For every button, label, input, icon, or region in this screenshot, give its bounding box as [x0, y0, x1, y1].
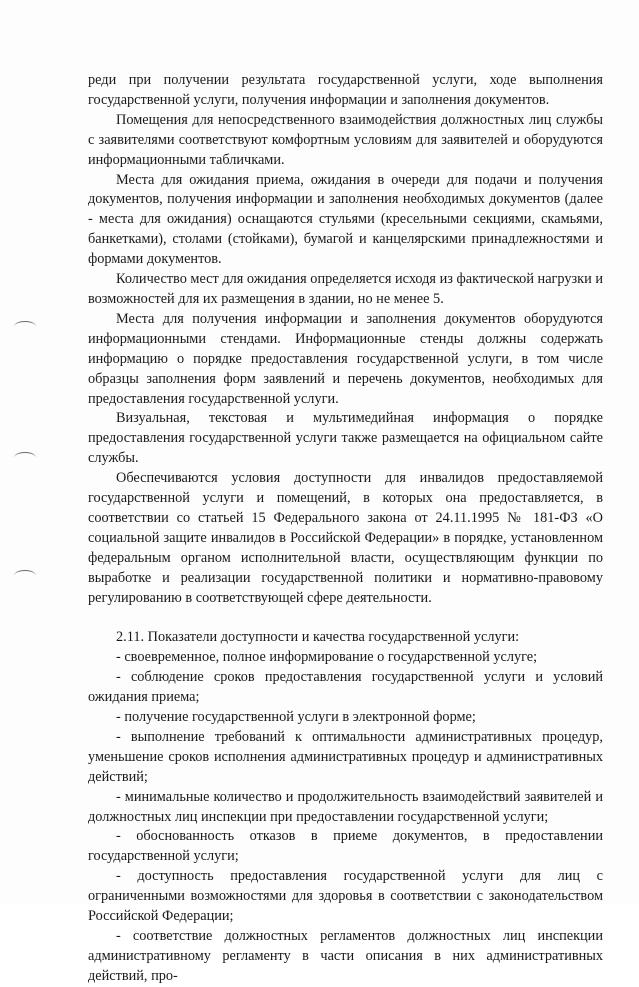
- list-item: - минимальные количество и продолжительность взаимодействий заявителей и должностных лиц инспекции при предоставлении государственной услуги;: [88, 788, 603, 825]
- document-body: [88, 71, 603, 987]
- paragraph: Места для ожидания приема, ожидания в очереди для подачи и получения документов, получения информации и заполнения необходимых документов (далее - места для ожидания) оснащаются стульями (кресельными секциями, скамьями, банкетками), столами (стойками), бумагой и канцелярскими принадлежностями и формами документов.: [88, 171, 603, 268]
- list-item: - выполнение требований к оптимальности административных процедур, уменьшение сроков исполнения административных процедур и административных действий;: [88, 728, 603, 785]
- paragraph: Помещения для непосредственного взаимодействия должностных лиц службы с заявителями соответствуют комфортным условиям для заявителей и оборудуются информационными табличками.: [88, 111, 603, 168]
- paragraph: Места для получения информации и заполнения документов оборудуются информационными стендами. Информационные стенды должны содержать информацию о порядке предоставления государственной услуги, в том числе образцы заполнения форм заявлений и перечень документов, необходимых для предоставления государственной услуги.: [88, 310, 603, 407]
- paragraph: Визуальная, текстовая и мультимедийная информация о порядке предоставления государственной услуги также размещается на официальном сайте службы.: [88, 410, 603, 467]
- list-item: - своевременное, полное информирование о государственной услуге;: [116, 649, 538, 666]
- list-item: - обоснованность отказов в приеме документов, в предоставлении государственной услуги;: [88, 828, 603, 865]
- margin-mark: [14, 452, 36, 463]
- paragraph: Обеспечиваются условия доступности для инвалидов предоставляемой государственной услуги и помещений, в которых она предоставляется, в соответствии со статьей 15 Федерального закона от 24.11.1995 № 181-ФЗ «О социальной защите инвалидов в Российской Федерации» в порядке, установленном федеральным органом исполнительной власти, осуществляющим функции по выработке и реализации государственной политики и нормативно-правовому регулированию в соответствующей сфере деятельности.: [88, 470, 603, 606]
- paragraph: реди при получении результата государственной услуги, ходе выполнения государственной услуги, получения информации и заполнения документов.: [88, 72, 603, 108]
- list-item: - соблюдение сроков предоставления государственной услуги и условий ожидания приема;: [88, 669, 603, 706]
- margin-mark: [14, 321, 36, 332]
- margin-mark: [14, 570, 36, 581]
- blank-line: [88, 608, 603, 628]
- list-item: - получение государственной услуги в электронной форме;: [116, 708, 476, 725]
- list-item: - соответствие должностных регламентов должностных лиц инспекции административному регламенту в части описания в них административных действий, про-: [88, 927, 603, 984]
- list-item: - доступность предоставления государственной услуги для лиц с ограниченными возможностями для здоровья в соответствии с законодательством Российской Федерации;: [88, 868, 603, 925]
- section-heading: 2.11. Показатели доступности и качества государственной услуги:: [116, 629, 520, 646]
- paragraph: Количество мест для ожидания определяется исходя из фактической нагрузки и возможностей для их размещения в здании, но не менее 5.: [88, 271, 603, 307]
